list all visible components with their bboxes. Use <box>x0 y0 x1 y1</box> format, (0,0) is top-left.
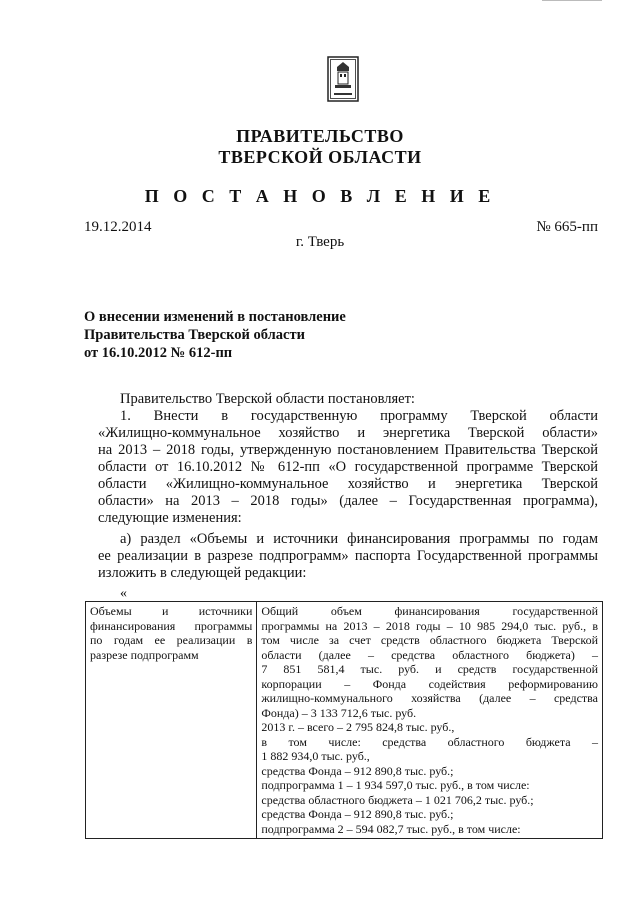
cell-line: средства Фонда – 912 890,8 тыс. руб.; <box>261 763 454 778</box>
paragraph-line: а) раздел «Объемы и источники финансирования программы по годам <box>120 531 598 547</box>
cell-line: по годам ее реализации в <box>90 633 253 647</box>
table-cell-label <box>86 602 257 839</box>
cell-line: Фонда) – 3 133 712,6 тыс. руб. <box>261 705 417 720</box>
subject-line: Правительства Тверской области <box>84 327 305 343</box>
cell-line: жилищно-коммунального хозяйства (далее – средства <box>261 691 598 705</box>
paragraph-line: 1. Внести в государственную программу Тверской области <box>120 408 598 424</box>
cell-line: средства областного бюджета – 1 021 706,2 тыс. руб.; <box>261 792 534 807</box>
cell-line: 1 882 934,0 тыс. руб., <box>261 749 370 763</box>
quote-open-mark: « <box>120 586 127 601</box>
cell-line: Объемы и источники <box>90 604 253 618</box>
paragraph-line: изложить в следующей редакции: <box>98 565 307 581</box>
cell-line: программы на 2013 – 2018 годы – 10 985 294,0 тыс. руб., в <box>261 618 598 633</box>
subject-line: О внесении изменений в постановление <box>84 309 346 325</box>
table-cell-value <box>257 602 603 839</box>
coat-of-arms-icon <box>326 55 360 105</box>
document-subject <box>84 308 346 362</box>
paragraph-line: на 2013 – 2018 годы, утвержденную постановлением Правительства Тверской <box>98 442 598 458</box>
cell-line: финансирования программы <box>90 618 253 633</box>
cell-line: области (далее – средства областного бюджета) – <box>261 647 598 662</box>
cell-line: Общий объем финансирования государственной <box>261 604 598 618</box>
document-number: № 665-пп <box>536 219 598 235</box>
paragraph-line: «Жилищно-коммунальное хозяйство и энергетика Тверской области» <box>98 425 598 441</box>
cell-line: 2013 г. – всего – 2 795 824,8 тыс. руб., <box>261 720 455 734</box>
paragraph-2 <box>98 531 598 582</box>
cell-line: средства Фонда – 912 890,8 тыс. руб.; <box>261 807 454 821</box>
paragraph-line: области «Жилищно-коммунальное хозяйство и энергетика Тверской <box>98 476 598 492</box>
paragraph-line: области» на 2013 – 2018 годы» (далее – Государственная программа), <box>98 493 598 509</box>
paragraph-line: следующие изменения: <box>98 510 242 526</box>
document-date: 19.12.2014 <box>84 219 152 235</box>
paragraph-line: области от 16.10.2012 № 612-пп «О государственной программе Тверской <box>98 459 598 475</box>
cell-line: 7 851 581,4 тыс. руб. и средств государственной <box>261 662 598 676</box>
cell-line: в том числе: средства областного бюджета – <box>261 734 598 749</box>
cell-line: подпрограмма 2 – 594 082,7 тыс. руб., в том числе: <box>261 821 521 836</box>
table-row <box>86 602 603 839</box>
document-city: г. Тверь <box>295 234 345 250</box>
paragraph-1 <box>98 408 598 527</box>
paragraph-line: ее реализации в разрезе подпрограмм» паспорта Государственной программы <box>98 548 598 564</box>
scan-mark <box>542 0 602 1</box>
cell-line: корпорации – Фонда содействия реформированию <box>261 676 598 691</box>
cell-line: том числе за счет средств областного бюджета Тверской <box>261 633 598 647</box>
intro-paragraph: Правительство Тверской области постановляет: <box>120 391 415 407</box>
cell-line: разрезе подпрограмм <box>90 647 199 662</box>
subject-line: от 16.10.2012 № 612-пп <box>84 345 233 361</box>
org-title-line2: ТВЕРСКОЙ ОБЛАСТИ <box>218 147 422 167</box>
org-title-line1: ПРАВИТЕЛЬСТВО <box>236 126 404 146</box>
cell-line: подпрограмма 1 – 1 934 597,0 тыс. руб., в том числе: <box>261 778 530 792</box>
funding-table <box>85 601 603 839</box>
document-type: П О С Т А Н О В Л Е Н И Е <box>144 186 496 206</box>
